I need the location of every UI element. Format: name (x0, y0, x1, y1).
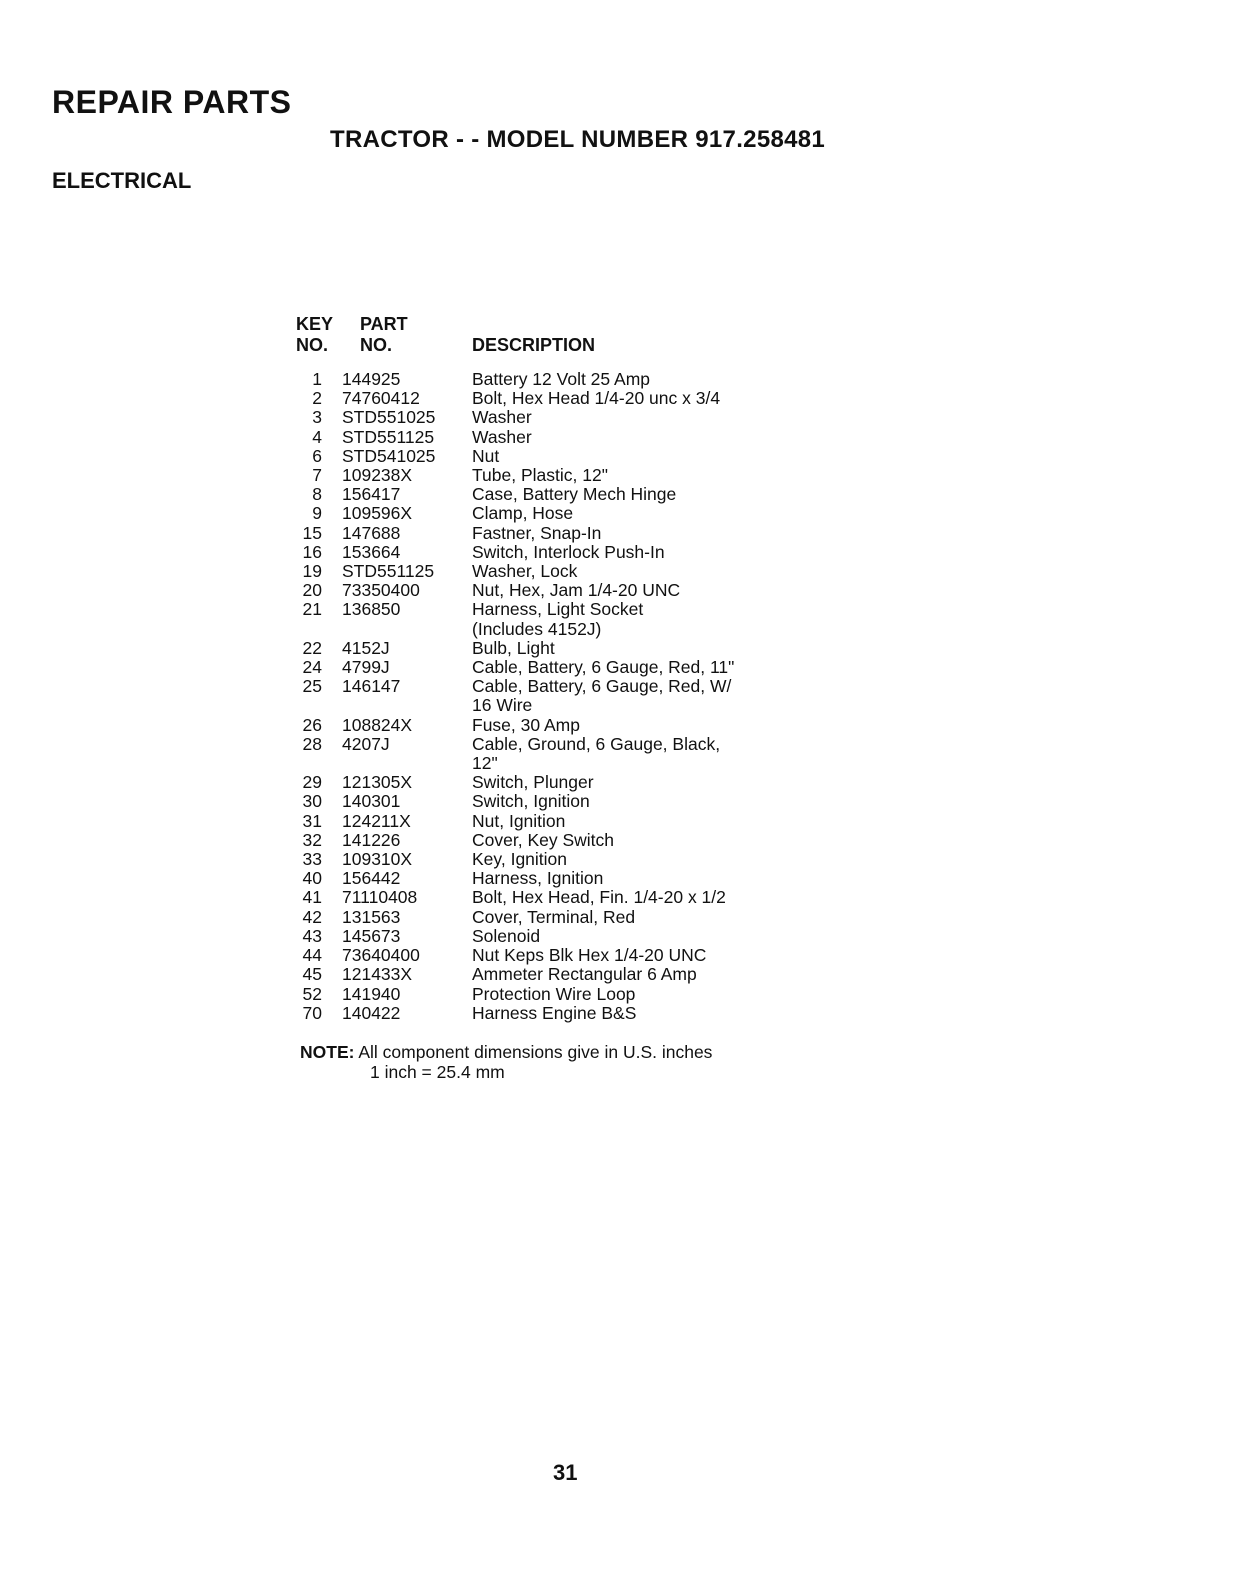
table-row (296, 908, 816, 927)
key-number: 41 (302, 887, 322, 908)
part-number: 140422 (342, 1002, 401, 1023)
parts-table (296, 314, 816, 1023)
part-number: 108824X (342, 714, 413, 735)
part-number: STD541025 (342, 445, 436, 466)
table-row (296, 716, 816, 735)
table-row (296, 466, 816, 485)
part-number: 146147 (342, 676, 401, 697)
key-number: 19 (302, 561, 322, 582)
part-number: 124211X (342, 810, 411, 831)
table-row (296, 888, 816, 907)
table-row (296, 792, 816, 811)
part-number: 4207J (342, 733, 390, 754)
part-description: Cover, Terminal, Red (472, 906, 636, 927)
part-number: 156442 (342, 868, 401, 889)
key-number: 45 (302, 964, 322, 985)
part-number: 153664 (342, 541, 401, 562)
table-row (296, 812, 816, 831)
part-number: 140301 (342, 791, 401, 812)
key-number: 21 (302, 599, 322, 620)
key-number: 4 (312, 426, 322, 447)
key-number: 29 (302, 772, 322, 793)
table-row (296, 677, 816, 715)
key-number: 15 (302, 522, 322, 543)
key-number: 20 (302, 580, 322, 601)
table-row (296, 504, 816, 523)
part-number: 131563 (342, 906, 401, 927)
part-description: Cable, Battery, 6 Gauge, Red, 11" (472, 657, 735, 678)
key-number: 3 (312, 407, 322, 428)
key-number: 22 (302, 637, 322, 658)
section-title: ELECTRICAL (52, 168, 192, 193)
part-description: Battery 12 Volt 25 Amp (472, 369, 651, 389)
key-number: 70 (302, 1002, 322, 1023)
table-row (296, 735, 816, 773)
part-description: Bulb, Light (472, 637, 555, 658)
table-row (296, 447, 816, 466)
part-description: Nut (472, 445, 500, 466)
table-row (296, 524, 816, 543)
part-description: Washer, Lock (472, 561, 578, 582)
part-description: Ammeter Rectangular 6 Amp (472, 964, 697, 985)
part-number: 121305X (342, 772, 413, 793)
table-row (296, 773, 816, 792)
table-row (296, 985, 816, 1004)
table-row (296, 658, 816, 677)
part-number: 136850 (342, 599, 401, 620)
page-title: REPAIR PARTS (52, 84, 292, 120)
part-number: 74760412 (342, 388, 420, 409)
key-number: 52 (302, 983, 322, 1004)
key-number: 9 (312, 503, 322, 524)
table-row (296, 408, 816, 427)
table-row (296, 389, 816, 408)
table-row (296, 831, 816, 850)
key-number: 6 (312, 445, 322, 466)
key-number: 1 (312, 369, 322, 389)
table-row (296, 370, 816, 389)
key-number: 30 (302, 791, 322, 812)
part-description: Switch, Plunger (472, 772, 594, 793)
key-number: 40 (302, 868, 322, 889)
key-number: 31 (302, 810, 322, 831)
model-title: TRACTOR - - MODEL NUMBER 917.258481 (330, 126, 826, 153)
note-text: All component dimensions give in U.S. inches (358, 1042, 713, 1062)
note (300, 1042, 712, 1082)
part-number: 73640400 (342, 945, 420, 966)
part-number: STD551025 (342, 407, 436, 428)
part-description: Key, Ignition (472, 849, 568, 870)
key-number: 24 (302, 657, 322, 678)
part-number: 4799J (342, 657, 390, 678)
part-description: Harness Engine B&S (472, 1002, 637, 1023)
part-description: Nut Keps Blk Hex 1/4-20 UNC (472, 945, 707, 966)
note-label: NOTE: (300, 1042, 355, 1062)
table-row (296, 562, 816, 581)
table-row (296, 850, 816, 869)
table-header (296, 314, 816, 360)
part-description: Cable, Ground, 6 Gauge, Black, 12" (472, 733, 721, 774)
table-row (296, 581, 816, 600)
part-description: Switch, Ignition (472, 791, 590, 812)
part-description: Switch, Interlock Push-In (472, 541, 665, 562)
part-description: Solenoid (472, 925, 541, 946)
table-row (296, 639, 816, 658)
part-number: 109310X (342, 849, 413, 870)
table-row (296, 965, 816, 984)
part-number: 121433X (342, 964, 413, 985)
part-description: Cable, Battery, 6 Gauge, Red, W/ 16 Wire (472, 676, 732, 716)
part-description: Tube, Plastic, 12" (472, 465, 608, 486)
table-row (296, 1004, 816, 1023)
part-number: 144925 (342, 369, 401, 389)
part-description: Washer (472, 426, 532, 447)
part-description: Clamp, Hose (472, 503, 574, 524)
part-number: 147688 (342, 522, 401, 543)
table-row (296, 927, 816, 946)
table-body (296, 370, 816, 1023)
table-row (296, 485, 816, 504)
part-number: 141226 (342, 829, 401, 850)
part-number: STD551125 (342, 561, 435, 582)
part-number: 145673 (342, 925, 401, 946)
table-row (296, 600, 816, 638)
key-number: 16 (302, 541, 322, 562)
column-header-part-no: PART NO. (360, 314, 408, 355)
table-row (296, 543, 816, 562)
page-number: 31 (553, 1460, 578, 1485)
part-description: Harness, Light Socket (Includes 4152J) (472, 599, 644, 639)
key-number: 42 (302, 906, 322, 927)
column-header-key-no: KEY NO. (296, 314, 334, 355)
part-number: 109596X (342, 503, 413, 524)
table-row (296, 869, 816, 888)
part-description: Fastner, Snap-In (472, 522, 602, 543)
table-row (296, 428, 816, 447)
part-description: Nut, Hex, Jam 1/4-20 UNC (472, 580, 681, 601)
part-description: Washer (472, 407, 532, 428)
key-number: 25 (302, 676, 322, 697)
key-number: 8 (312, 484, 322, 505)
part-description: Protection Wire Loop (472, 983, 636, 1004)
part-description: Bolt, Hex Head, Fin. 1/4-20 x 1/2 (472, 887, 726, 908)
part-description: Bolt, Hex Head 1/4-20 unc x 3/4 (472, 388, 721, 409)
part-number: 156417 (342, 484, 401, 505)
key-number: 44 (302, 945, 322, 966)
part-number: 71110408 (342, 887, 418, 908)
part-number: 4152J (342, 637, 390, 658)
part-description: Fuse, 30 Amp (472, 714, 580, 735)
key-number: 33 (302, 849, 322, 870)
key-number: 26 (302, 714, 322, 735)
part-number: 109238X (342, 465, 413, 486)
part-description: Harness, Ignition (472, 868, 604, 889)
part-description: Nut, Ignition (472, 810, 566, 831)
table-row (296, 946, 816, 965)
part-description: Case, Battery Mech Hinge (472, 484, 677, 505)
part-number: 73350400 (342, 580, 420, 601)
key-number: 2 (312, 388, 322, 409)
key-number: 7 (312, 465, 322, 486)
key-number: 43 (302, 925, 322, 946)
key-number: 28 (302, 733, 322, 754)
part-description: Cover, Key Switch (472, 829, 614, 850)
part-number: 141940 (342, 983, 401, 1004)
part-number: STD551125 (342, 426, 435, 447)
column-header-description: DESCRIPTION (472, 335, 596, 355)
key-number: 32 (302, 829, 322, 850)
note-conversion: 1 inch = 25.4 mm (370, 1062, 505, 1082)
